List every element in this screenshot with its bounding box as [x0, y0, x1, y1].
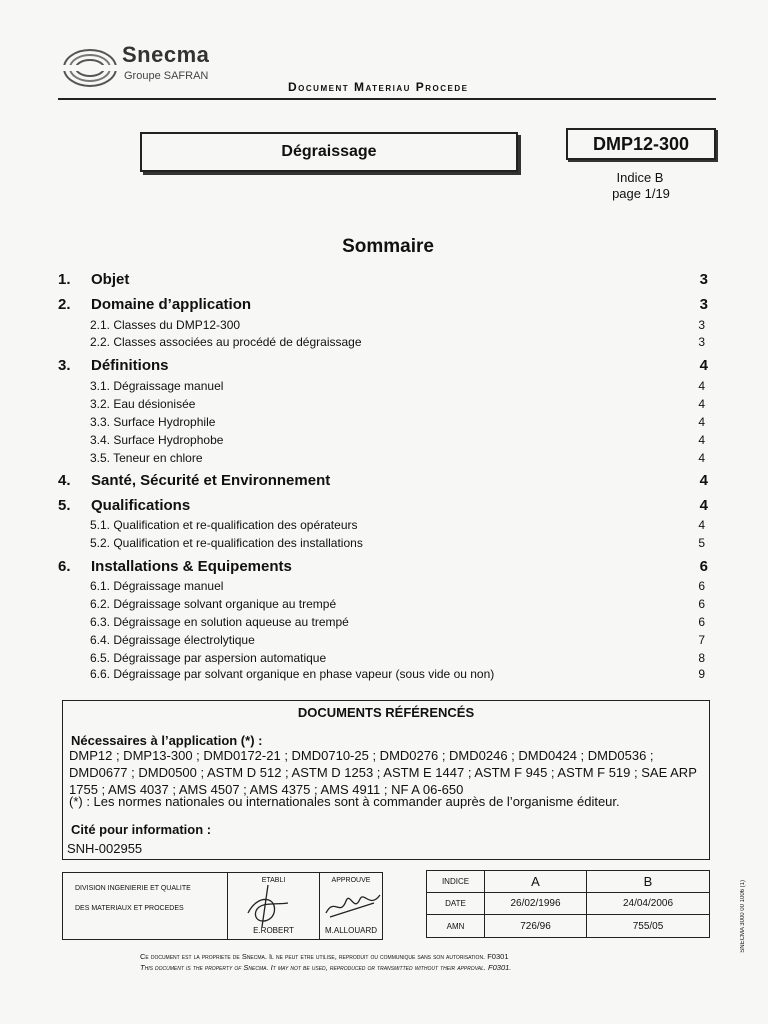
document-type: Document Materiau Procede	[288, 80, 469, 94]
approved-by-name: M.ALLOUARD	[324, 926, 377, 935]
toc-subsection-title: 6.4. Dégraissage électrolytique	[90, 633, 255, 647]
toc-subsection-page: 8	[698, 651, 705, 665]
toc-subsection-title: 2.2. Classes associées au procédé de dégraissage	[90, 335, 362, 349]
required-documents-list: DMP12 ; DMP13-300 ; DMD0172-21 ; DMD0710-25 ; DMD0276 ; DMD0246 ; DMD0424 ; DMD0536 ; DMD0677 ; DMD0500 ; ASTM D 512 ; ASTM D 1253 ; ASTM E 1447 ; ASTM F 945 ; ASTM F 519 ; SAE ARP 1755 ; AMS 4037 ; AMS 4507 ; AMS 4375 ; AMS 4911 ; NF A 06-650	[69, 748, 697, 797]
table-row	[427, 871, 709, 893]
referenced-documents-title: DOCUMENTS RÉFÉRENCÉS	[297, 705, 475, 720]
toc-section	[58, 271, 708, 291]
division-name-line2: DES MATERIAUX ET PROCEDES	[75, 905, 184, 912]
cited-for-information-value: SNH-002955	[67, 841, 143, 856]
toc-subsection-title: 3.5. Teneur en chlore	[90, 451, 203, 465]
established-by-label: ETABLI	[261, 877, 286, 884]
revision-cell: 26/02/1996	[485, 893, 587, 914]
summary-title: Sommaire	[342, 236, 434, 257]
toc-subsection	[90, 379, 705, 395]
logo-group: Groupe SAFRAN	[124, 70, 209, 82]
toc-subsection-title: 6.3. Dégraissage en solution aqueuse au trempé	[90, 615, 349, 629]
toc-section-title: Santé, Sécurité et Environnement	[91, 472, 331, 489]
toc-section-page: 4	[699, 357, 708, 374]
toc-subsection	[90, 667, 705, 683]
document-title: Dégraissage	[140, 132, 518, 172]
approved-by-label: APPROUVE	[331, 877, 371, 884]
toc-subsection	[90, 335, 705, 351]
toc-subsection-page: 4	[698, 397, 705, 411]
toc-subsection	[90, 597, 705, 613]
toc-subsection	[90, 615, 705, 631]
toc-subsection-page: 3	[698, 335, 705, 349]
established-by-cell	[228, 873, 320, 939]
toc-section-page: 4	[699, 472, 708, 489]
toc-subsection-title: 3.2. Eau désionisée	[90, 397, 196, 411]
form-code: SNECMA 3000 00 1006 (1)	[740, 880, 746, 953]
division-cell	[63, 873, 228, 939]
toc-section-page: 3	[699, 271, 708, 288]
required-documents-label: Nécessaires à l’application (*) :	[71, 733, 263, 748]
toc-subsection	[90, 536, 705, 552]
toc-subsection-page: 6	[698, 615, 705, 629]
toc-section-page: 3	[699, 296, 708, 313]
toc-subsection-title: 6.2. Dégraissage solvant organique au trempé	[90, 597, 337, 611]
toc-subsection	[90, 433, 705, 449]
toc-section-title: Définitions	[91, 357, 169, 374]
toc-subsection-title: 5.2. Qualification et re-qualification des installations	[90, 536, 363, 550]
toc-subsection	[90, 451, 705, 467]
toc-section-page: 4	[699, 497, 708, 514]
toc-subsection-title: 3.4. Surface Hydrophobe	[90, 433, 224, 447]
toc-section	[58, 472, 708, 492]
revision-cell: 755/05	[632, 920, 664, 932]
standards-note: (*) : Les normes nationales ou internationales sont à commander auprès de l’organisme éditeur.	[69, 794, 620, 809]
toc-subsection-title: 6.5. Dégraissage par aspersion automatique	[90, 651, 327, 665]
toc-subsection-page: 5	[698, 536, 705, 550]
toc-subsection-title: 6.1. Dégraissage manuel	[90, 579, 224, 593]
toc-section-number: 6.	[58, 558, 71, 575]
logo-name: Snecma	[122, 42, 210, 67]
toc-section	[58, 497, 708, 517]
toc-subsection-title: 6.6. Dégraissage par solvant organique en phase vapeur (sous vide ou non)	[90, 667, 495, 681]
toc-section-number: 5.	[58, 497, 71, 514]
revision-table	[426, 870, 710, 938]
established-by-name: E.ROBERT	[253, 926, 294, 935]
revision-cell: 24/04/2006	[622, 898, 674, 909]
toc-subsection-page: 4	[698, 379, 705, 393]
toc-subsection-title: 3.1. Dégraissage manuel	[90, 379, 224, 393]
revision-row-label: DATE	[427, 893, 485, 914]
toc-subsection	[90, 318, 705, 334]
toc-subsection-page: 6	[698, 597, 705, 611]
toc-subsection-page: 9	[698, 667, 705, 681]
toc-subsection-page: 4	[698, 415, 705, 429]
toc-subsection	[90, 415, 705, 431]
header-divider	[58, 98, 716, 100]
toc-section-number: 4.	[58, 472, 71, 489]
signature-icon	[322, 883, 382, 923]
toc-section-number: 2.	[58, 296, 71, 313]
toc-subsection-title: 2.1. Classes du DMP12-300	[90, 318, 241, 332]
toc-section-number: 3.	[58, 357, 71, 374]
property-notice-fr: Ce document est la propriete de Snecma. Il ne peut etre utilise, reproduit ou communique sans son autorisation. F0301	[140, 952, 509, 961]
revision-cell: A	[485, 871, 587, 892]
toc-section-page: 6	[699, 558, 708, 575]
property-notice-en: This document is the property of Snecma. It may not be used, reproduced or transmitted without their approval. F0301.	[140, 963, 512, 972]
toc-subsection-page: 4	[698, 433, 705, 447]
referenced-documents-box	[62, 700, 710, 860]
toc-section-title: Domaine d’application	[91, 296, 252, 313]
toc-subsection	[90, 633, 705, 649]
toc-subsection-title: 3.3. Surface Hydrophile	[90, 415, 216, 429]
toc-subsection-page: 7	[698, 633, 705, 647]
toc-subsection	[90, 579, 705, 595]
snecma-logo-icon	[62, 46, 118, 90]
indice-label: Indice B	[616, 170, 664, 185]
toc-subsection-title: 5.1. Qualification et re-qualification des opérateurs	[90, 518, 358, 532]
revision-cell: B	[643, 874, 653, 889]
revision-row-label: INDICE	[427, 871, 485, 892]
page-number: page 1/19	[612, 186, 670, 201]
division-name-line1: DIVISION INGENIERIE ET QUALITE	[75, 885, 191, 892]
signature-icon	[238, 883, 298, 929]
toc-section	[58, 558, 708, 578]
toc-section-title: Objet	[91, 271, 130, 288]
table-row	[427, 893, 709, 915]
revision-cell: 726/96	[485, 915, 587, 937]
toc-subsection-page: 6	[698, 579, 705, 593]
toc-subsection-page: 4	[698, 518, 705, 532]
toc-subsection	[90, 651, 705, 667]
toc-section-title: Installations & Equipements	[91, 558, 292, 575]
toc-section-number: 1.	[58, 271, 71, 288]
toc-subsection	[90, 397, 705, 413]
toc-subsection	[90, 518, 705, 534]
cited-for-information-label: Cité pour information :	[71, 822, 212, 837]
toc-subsection-page: 4	[698, 451, 705, 465]
table-row	[427, 915, 709, 937]
toc-section	[58, 357, 708, 377]
approval-table	[62, 872, 383, 940]
toc-section-title: Qualifications	[91, 497, 191, 514]
document-reference: DMP12-300	[566, 128, 716, 160]
toc-section	[58, 296, 708, 316]
revision-row-label: AMN	[427, 915, 485, 937]
toc-subsection-page: 3	[698, 318, 705, 332]
approved-by-cell	[320, 873, 382, 939]
